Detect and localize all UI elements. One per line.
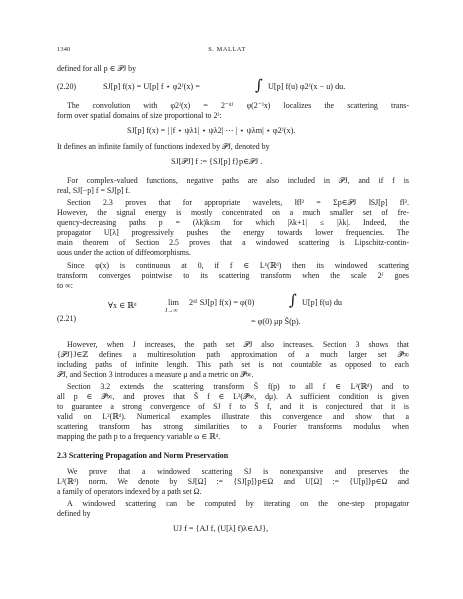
text-line: For complex-valued functions, negative paths are also included in 𝒫J, and if f is [67,176,409,185]
integral-symbol: ∫ [255,76,263,94]
equation-2-21-lim: lim [168,298,179,307]
running-author: S. MALLAT [208,46,246,53]
text-line: real, SJ[−p] f = SJ[p] f. [57,186,131,195]
equation-family: SJ[𝒫J] f := {SJ[p] f}p∈𝒫J . [171,157,263,166]
running-header [57,46,397,56]
equation-number: (2.21) [57,314,77,323]
text-line: 𝒫J, and Section 3 introduces a measure μ and a metric on 𝒫̄∞. [57,370,254,379]
text-line: defined for all p ∈ 𝒫J by [57,64,137,73]
text-line: defined by [57,509,91,518]
text-line: We prove that a windowed scattering SJ is nonexpansive and preserves the [67,467,409,476]
text-line: Section 3.2 extends the scattering transform S̄ f(p) to all f ∈ L²(ℝᵈ) and to [67,382,409,391]
text-line: including paths of infinite length. This path set is not countable as opposed to each [57,360,409,369]
text-line: transform converges pointwise to its scattering transform when the scale 2ᴶ goes [57,271,409,280]
equation-2-21-top-rhs: U[p] f(u) du [302,298,343,307]
equation-2-21-bottom: = φ(0) μp S̄(p). [251,317,301,326]
text-line: quency-decreasing paths p = (λk)k≤m for which |λk+1| ≤ |λk|. Indeed, the [57,218,409,227]
text-line: Section 2.3 proves that for appropriate wavelets, ‖f‖² = Σp∈𝒫J ‖SJ[p] f‖². [67,198,409,207]
text-line: {𝒫J}J∈ℤ defines a multiresolution path approximation of a much larger set 𝒫̄∞ [57,350,409,359]
equation-localized: SJ[p] f(x) = | |f ⋆ ψλ1| ⋆ ψλ2| ⋯ | ⋆ ψλm| ⋆ φ2ᴶ(x). [127,126,296,135]
text-line: A windowed scattering can be computed by iterating on the one-step propagator [67,499,409,508]
text-line: to guarantee a strong convergence of SJ f to S̄ f, and it is conjectured that it is [57,402,409,411]
text-line: It defines an infinite family of functions indexed by 𝒫J, denoted by [57,142,270,151]
equation-number: (2.20) [57,82,77,91]
text-line: However, when J increases, the path set 𝒫J also increases. Section 3 shows that [67,340,409,349]
equation-2-20-rhs: U[p] f(u) φ2ᴶ(x − u) du. [268,82,346,91]
text-line: valid on L²(ℝᵈ). Numerical examples illustrate this convergence and show that a [57,412,409,421]
equation-one-step-propagator: UJ f = {AJ f, (U[λ] f)λ∈ΛJ}, [173,524,269,533]
equation-2-20-lhs: SJ[p] f(x) = U[p] f ⋆ φ2ᴶ(x) = [103,82,200,91]
text-line: The convolution with φ2ᴶ(x) = 2⁻ᵈᴶ φ(2⁻ᴶx) localizes the scattering trans- [67,101,409,110]
section-title: 2.3 Scattering Propagation and Norm Preservation [57,451,229,460]
equation-2-21-lim-sub: J→∞ [165,308,178,314]
text-line: scattering transform has strong similarities to a Fourier transforms modulus when [57,422,409,431]
text-line: all p ∈ 𝒫̄∞, and proves that S̄ f ∈ L²(𝒫̄∞, dμ). A sufficient condition is given [57,392,409,401]
text-line: mapping the path p to a frequency variable ω ∈ ℝᵈ. [57,432,221,441]
text-line: a family of operators indexed by a path set Ω. [57,487,202,496]
text-line: propagator U[λ] progressively pushes the energy towards lower frequencies. The [57,228,409,237]
text-line: form over spatial domains of size proportional to 2ᴶ: [57,111,222,120]
integral-symbol: ∫ [289,291,297,309]
text-line: Since φ(x) is continuous at 0, if f ∈ L¹(ℝᵈ) then its windowed scattering [67,261,409,270]
equation-2-21-quantifier: ∀x ∈ ℝᵈ [108,301,137,310]
text-line: L²(ℝᵈ) norm. We denote by SJ[Ω] := {SJ[p]}p∈Ω and U[Ω] := {U[p]}p∈Ω and [57,477,409,486]
text-line: to ∞: [57,281,73,290]
page-number: 1340 [57,46,71,53]
text-line: main theorem of Section 2.5 proves that a windowed scattering is Lipschitz-contin- [57,238,409,247]
equation-2-21-top: 2ᵈᴶ SJ[p] f(x) = φ(0) [189,298,255,307]
text-line: However, the signal energy is mostly concentrated on a much smaller set of fre- [57,208,409,217]
text-line: uous under the action of diffeomorphisms. [57,248,191,257]
